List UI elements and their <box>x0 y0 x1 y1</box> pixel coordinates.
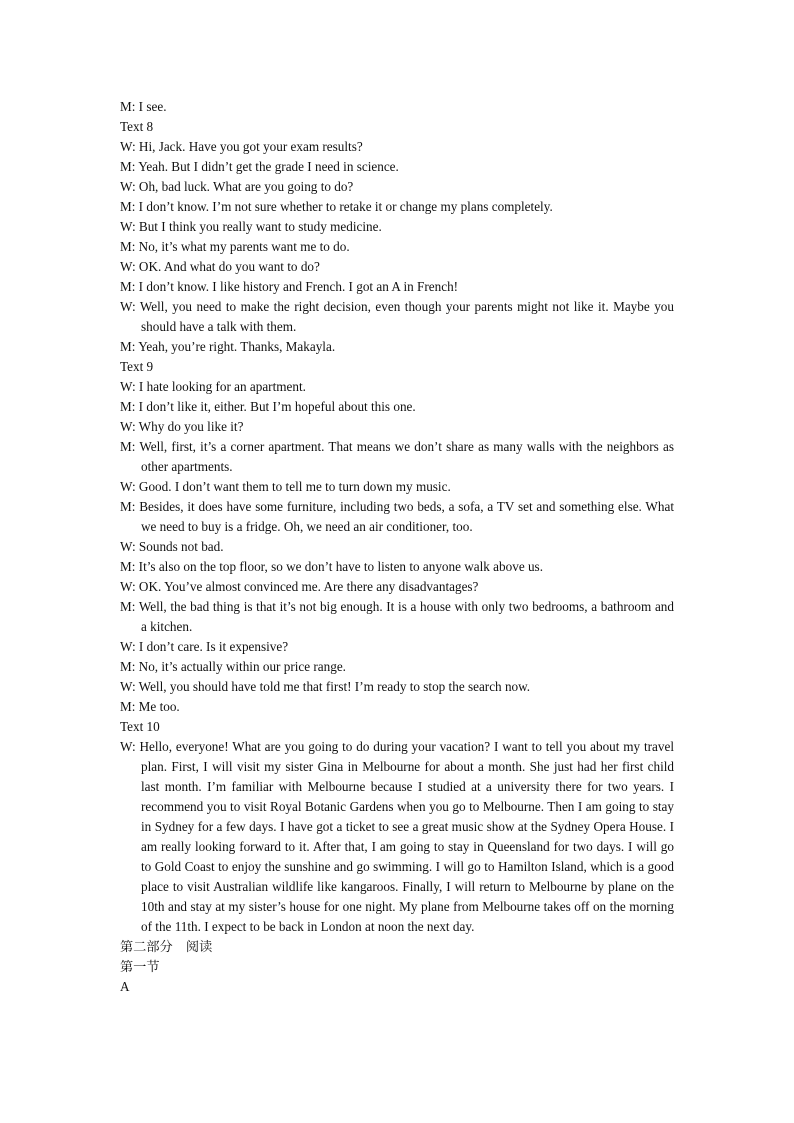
section-heading: Text 8 <box>120 119 154 134</box>
dialogue-line: W: Sounds not bad. <box>120 539 224 554</box>
dialogue-line: W: I don’t care. Is it expensive? <box>120 639 289 654</box>
dialogue-line: W: OK. You’ve almost convinced me. Are there any disadvantages? <box>120 579 479 594</box>
dialogue-line: M: Yeah. But I didn’t get the grade I need in science. <box>120 159 399 174</box>
dialogue-line: M: No, it’s what my parents want me to do. <box>120 239 350 254</box>
section-heading: Text 9 <box>120 359 154 374</box>
section-heading: A <box>120 979 130 994</box>
dialogue-line: W: OK. And what do you want to do? <box>120 259 320 274</box>
section-heading: Text 10 <box>120 719 160 734</box>
dialogue-line: M: I don’t like it, either. But I’m hopeful about this one. <box>120 399 416 414</box>
dialogue-line: W: Why do you like it? <box>120 419 244 434</box>
dialogue-line: M: It’s also on the top floor, so we don’t have to listen to anyone walk above us. <box>120 559 543 574</box>
dialogue-line: M: Besides, it does have some furniture, including two beds, a sofa, a TV set and something else. What we need to buy is a fridge. Oh, we need an air conditioner, too. <box>120 499 674 534</box>
dialogue-line: W: But I think you really want to study medicine. <box>120 219 382 234</box>
dialogue-line: M: I don’t know. I like history and French. I got an A in French! <box>120 279 459 294</box>
dialogue-line: W: Hello, everyone! What are you going to do during your vacation? I want to tell you about my travel plan. First, I will visit my sister Gina in Melbourne for about a month. She just had her first child last month. I’m familiar with Melbourne because I studied at a university there for two years. I recommend you to visit Royal Botanic Gardens when you go to Melbourne. Then I am going to stay in Sydney for a few days. I have got a ticket to see a great music show at the Sydney Opera House. I am really looking forward to it. After that, I am going to stay in Queensland for two days. I will go to Gold Coast to enjoy the sunshine and go swimming. I will go to Hamilton Island, which is a good place to visit Australian wildlife like kangaroos. Finally, I will return to Melbourne by plane on the 10th and stay at my sister’s house for one night. My plane from Melbourne takes off on the morning of the 11th. I expect to be back in London at noon the next day. <box>120 739 674 934</box>
section-heading: 第二部分 阅读 <box>120 939 213 954</box>
dialogue-line: W: Hi, Jack. Have you got your exam results? <box>120 139 363 154</box>
dialogue-line: M: Yeah, you’re right. Thanks, Makayla. <box>120 339 336 354</box>
dialogue-line: W: Well, you need to make the right decision, even though your parents might not like it. Maybe you should have a talk with them. <box>120 299 674 334</box>
dialogue-line: M: Well, the bad thing is that it’s not big enough. It is a house with only two bedrooms, a bathroom and a kitchen. <box>120 599 674 634</box>
dialogue-line: W: I hate looking for an apartment. <box>120 379 306 394</box>
dialogue-line: M: No, it’s actually within our price range. <box>120 659 346 674</box>
dialogue-line: W: Well, you should have told me that first! I’m ready to stop the search now. <box>120 679 531 694</box>
section-heading: 第一节 <box>120 959 160 974</box>
dialogue-line: M: Me too. <box>120 699 180 714</box>
dialogue-line: M: I don’t know. I’m not sure whether to retake it or change my plans completely. <box>120 199 553 214</box>
dialogue-line: M: I see. <box>120 99 167 114</box>
dialogue-line: M: Well, first, it’s a corner apartment. That means we don’t share as many walls with the neighbors as other apartments. <box>120 439 674 474</box>
transcript-body <box>120 97 674 997</box>
dialogue-line: W: Oh, bad luck. What are you going to do? <box>120 179 354 194</box>
dialogue-line: W: Good. I don’t want them to tell me to turn down my music. <box>120 479 451 494</box>
